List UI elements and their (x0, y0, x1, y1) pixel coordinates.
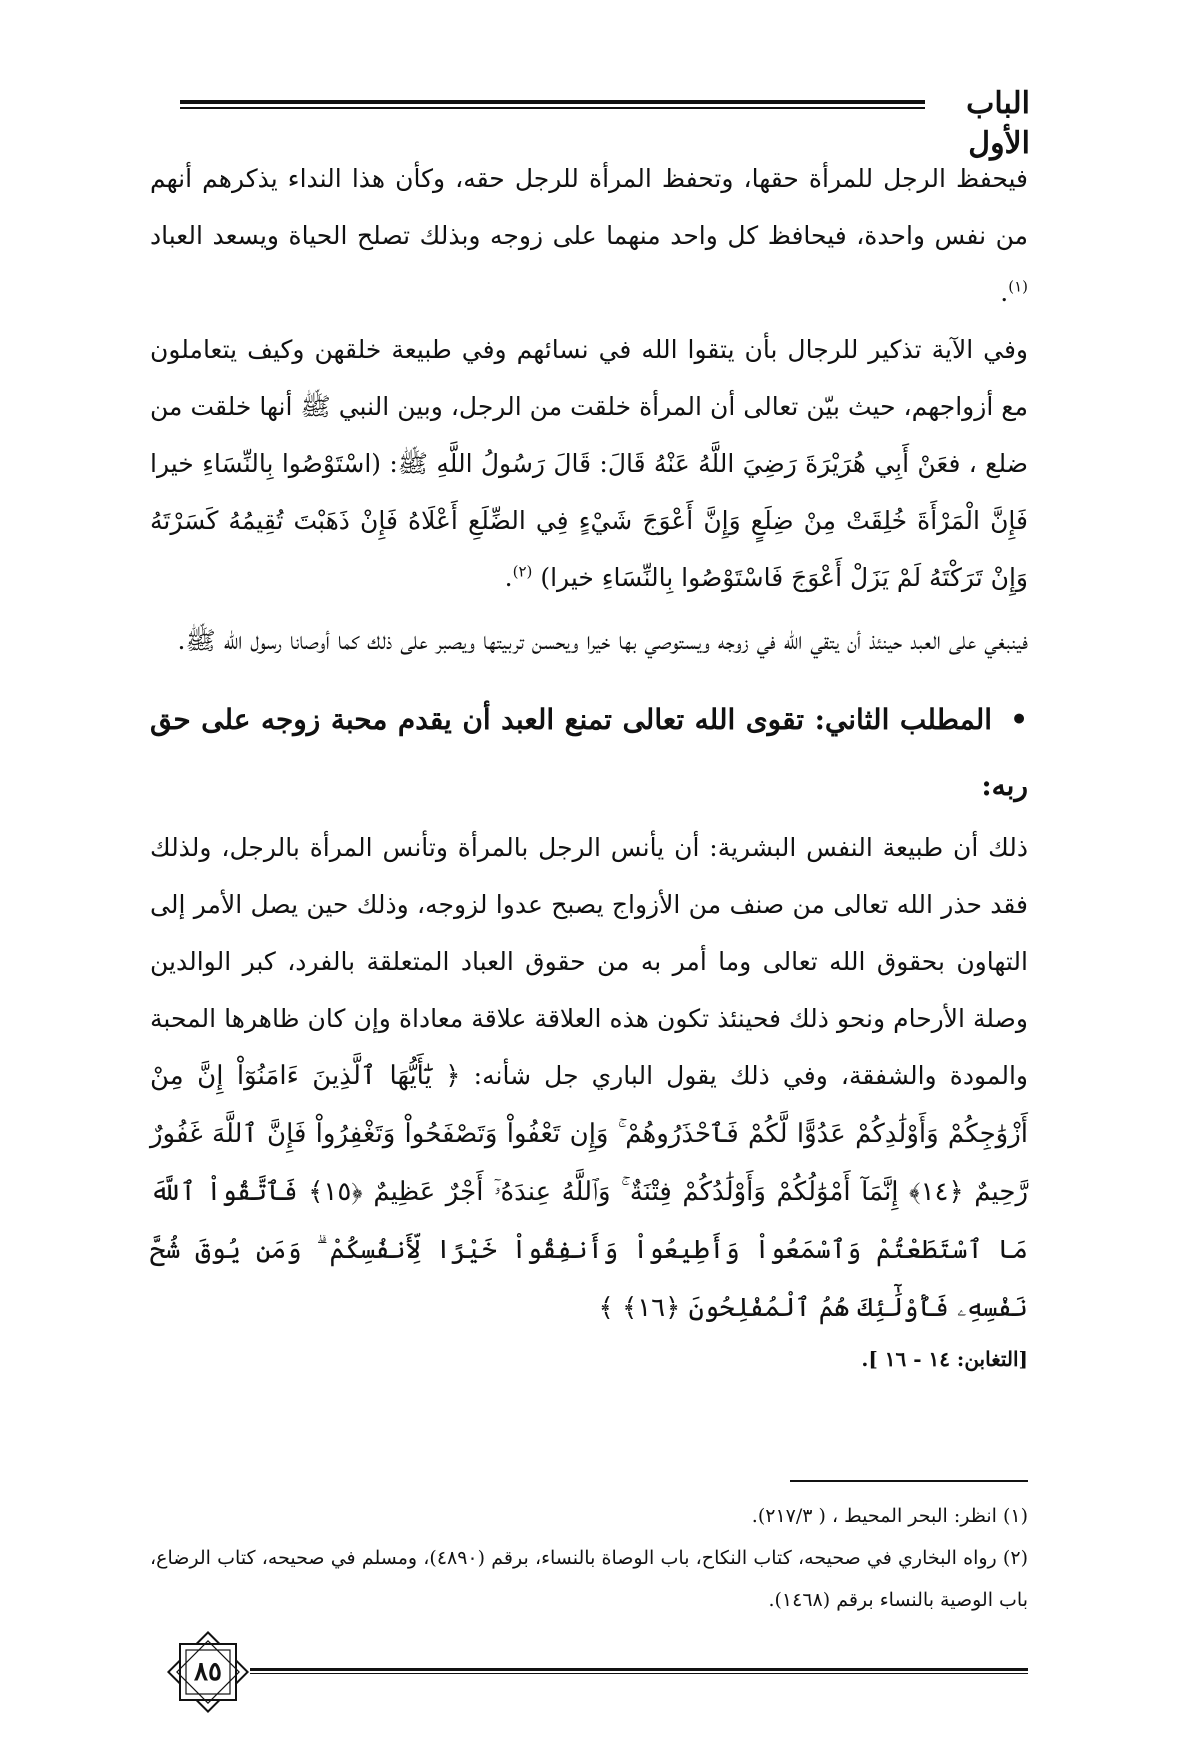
footnote-ref-2[interactable]: (٢) (512, 562, 533, 581)
paragraph-2-text: وفي الآية تذكير للرجال بأن يتقوا الله في نسائهم وفي طبيعة خلقهن وكيف يتعاملون مع أزواجهم، حيث بيّن تعالى أن المرأة خلقت من الرجل، وبين النبي ﷺ أنها خلقت من ضلع ، فعَنْ أَبِي هُرَيْرَةَ رَضِيَ اللَّهُ عَنْهُ قَالَ: قَالَ رَسُولُ اللَّهِ ﷺ: (اسْتَوْصُوا بِالنِّسَاءِ خيرا فَإِنَّ الْمَرْأَةَ خُلِقَتْ مِنْ ضِلَعٍ وَإِنَّ أَعْوَجَ شَيْءٍ فِي الضِّلَعِ أَعْلَاهُ فَإِنْ ذَهَبْتَ تُقِيمُهُ كَسَرْتَهُ وَإِنْ تَرَكْتَهُ لَمْ يَزَلْ أَعْوَجَ فَاسْتَوْصُوا بِالنِّسَاءِ خيرا) (150, 335, 1028, 592)
main-text (150, 150, 1028, 1381)
footnote-1: (١) انظر: البحر المحيط ، ( ٢١٧/٣). (751, 1505, 1028, 1527)
paragraph-2: وفي الآية تذكير للرجال بأن يتقوا الله في نسائهم وفي طبيعة خلقهن وكيف يتعاملون مع أزواجهم، حيث بيّن تعالى أن المرأة خلقت من الرجل، وبين النبي ﷺ أنها خلقت من ضلع ، فعَنْ أَبِي هُرَيْرَةَ رَضِيَ اللَّهُ عَنْهُ قَالَ: قَالَ رَسُولُ اللَّهِ ﷺ: (اسْتَوْصُوا بِالنِّسَاءِ خيرا فَإِنَّ الْمَرْأَةَ خُلِقَتْ مِنْ ضِلَعٍ وَإِنَّ أَعْوَجَ شَيْءٍ فِي الضِّلَعِ أَعْلَاهُ فَإِنْ ذَهَبْتَ تُقِيمُهُ كَسَرْتَهُ وَإِنْ تَرَكْتَهُ لَمْ يَزَلْ أَعْوَجَ فَاسْتَوْصُوا بِالنِّسَاءِ خيرا) $^{(٢)}$. (150, 335, 1028, 592)
header-rule (180, 100, 925, 109)
footnotes (150, 1495, 1028, 1621)
page-number: ٨٥ (194, 1657, 222, 1687)
paragraph-1: فيحفظ الرجل للمرأة حقها، وتحفظ المرأة للرجل حقه، وكأن هذا النداء يذكرهم أنهم من نفس واحدة، فيحافظ كل واحد منهما على زوجه وبذلك تصلح الحياة ويسعد العباد $^{(١)}$. (150, 164, 1028, 307)
quran-verse: ﴿ يَٰٓأَيُّهَا ٱلَّذِينَ ءَامَنُوٓاْ إِنَّ مِنْ أَزْوَٰجِكُمْ وَأَوْلَٰدِكُمْ عَدُوًّا لَّكُمْ فَٱحْذَرُوهُمْ ۚ وَإِن تَعْفُواْ وَتَصْفَحُواْ وَتَغْفِرُواْ فَإِنَّ ٱللَّهَ غَفُورٌ رَّحِيمٌ ﴿١٤﴾ إِنَّمَآ أَمْوَٰلُكُمْ وَأَوْلَٰدُكُمْ فِتْنَةٌ ۚ وَٱللَّهُ عِندَهُۥٓ أَجْرٌ عَظِيمٌ ﴿١٥﴾ فَٱتَّقُواْ ٱللَّهَ مَا ٱسْتَطَعْتُمْ وَٱسْمَعُواْ وَأَطِيعُواْ وَأَنفِقُواْ خَيْرًا لِّأَنفُسِكُمْ ۗ وَمَن يُوقَ شُحَّ نَفْسِهِۦ فَأُوْلَٰٓئِكَ هُمُ ٱلْمُفْلِحُونَ ﴿١٦﴾ ﴾ (150, 1061, 1029, 1323)
footnote-ref-1[interactable]: (١) (1008, 277, 1028, 296)
page-number-badge (162, 1628, 254, 1716)
section-heading (150, 687, 1028, 819)
footnote-2: (٢) رواه البخاري في صحيحه، كتاب النكاح، باب الوصاة بالنساء، برقم (٤٨٩٠)، ومسلم في صحيحه، كتاب الرضاع، باب الوصية بالنساء برقم (١٤٦٨). (150, 1547, 1028, 1611)
paragraph-4-text: ذلك أن طبيعة النفس البشرية: أن يأنس الرجل بالمرأة وتأنس المرأة بالرجل، ولذلك فقد حذر الله تعالى من صنف من الأزواج يصبح عدوا لزوجه، وذلك حين يصل الأمر إلى التهاون بحقوق الله تعالى وما أمر به من حقوق العباد المتعلقة بالفرد، كبر الوالدين وصلة الأرحام ونحو ذلك فحينئذ تكون هذه العلاقة علاقة معاداة وإن كان ظاهرها المحبة والمودة والشفقة، وفي ذلك يقول الباري جل شأنه: (150, 833, 1028, 1090)
running-header (180, 84, 1030, 161)
paragraph-3: فينبغي على العبد حينئذ أن يتقي الله في زوجه ويستوصي بها خيرا ويحسن تربيتها ويصبر على ذلك كما أوصانا رسول الله ﷺ. (177, 626, 1028, 655)
paragraph-1-text: فيحفظ الرجل للمرأة حقها، وتحفظ المرأة للرجل حقه، وكأن هذا النداء يذكرهم أنهم من نفس واحدة، فيحافظ كل واحد منهما على زوجه وبذلك تصلح الحياة ويسعد العباد (150, 164, 1028, 250)
quran-reference: [التغابن: ١٤ - ١٦ ]. (861, 1347, 1028, 1371)
section-heading-text: المطلب الثاني: تقوى الله تعالى تمنع العبد أن يقدم محبة زوجه على حق ربه: (150, 703, 1028, 802)
chapter-title: الباب الأول (966, 86, 1030, 161)
bullet-icon: • (1010, 703, 1028, 736)
footnote-separator (790, 1480, 1028, 1482)
footer-rule (250, 1668, 1028, 1674)
paragraph-4 (150, 819, 1028, 1337)
